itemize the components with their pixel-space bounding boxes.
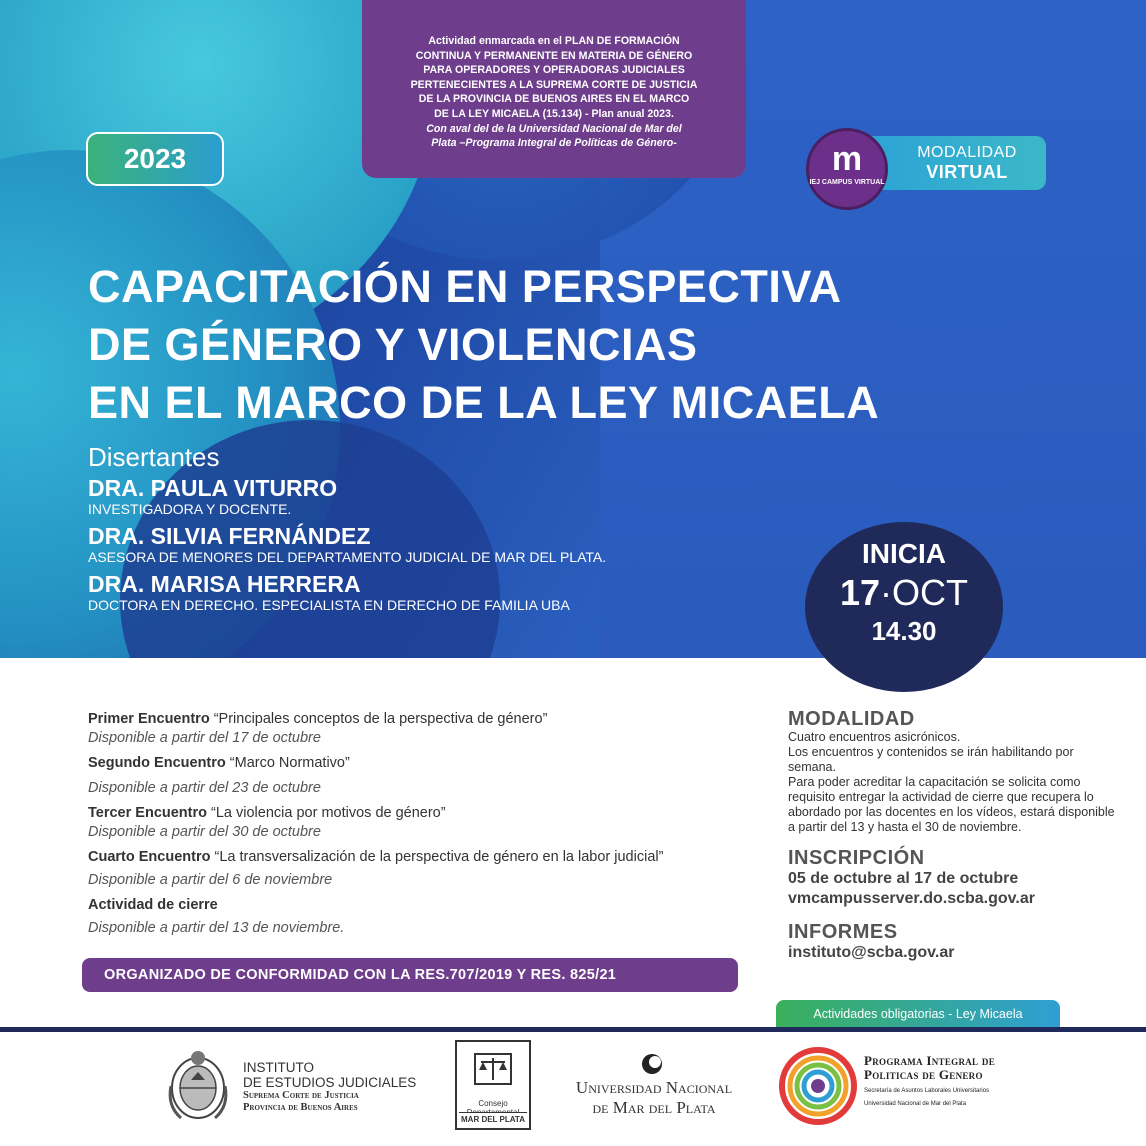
inscripcion-link[interactable]: vmcampusserver.do.scba.gov.ar [788,890,1035,907]
aval-line: DE LA PROVINCIA DE BUENOS AIRES EN EL MARCO [418,93,690,106]
unmdp-emblem-icon [640,1052,664,1076]
list-item [88,710,768,748]
page-title [88,258,1088,432]
start-day: 17 [839,572,881,613]
inscripcion-dates: 05 de octubre al 17 de octubre [788,870,1019,887]
session-title: Actividad de cierre [88,897,218,913]
unmdp-line: Universidad Nacional [575,1078,733,1097]
list-item [88,848,768,890]
session-availability: Disponible a partir del 17 de octubre [88,730,321,746]
list-item [88,754,768,798]
iej-line: INSTITUTO [243,1060,315,1075]
start-time: 14.30 [871,616,937,646]
aval-line: DE LA LEY MICAELA (15.134) - Plan anual 2023. [434,107,674,120]
unmdp-logo [568,1048,740,1118]
modality-badge-value: VIRTUAL [926,162,1008,182]
start-date-circle [805,522,1003,692]
modalidad-text: Los encuentros y contenidos se irán habilitando por semana. [788,745,1074,774]
pigp-line: Secretaría de Asuntos Laborales Universitarios [864,1088,990,1094]
mandatory-activities-tab: Actividades obligatorias - Ley Micaela [776,1000,1060,1028]
session-topic: “Principales conceptos de la perspectiva de género” [213,711,548,727]
session-title: Primer Encuentro [88,711,210,727]
informes-heading: INFORMES [788,921,898,943]
speakers-heading: Disertantes [88,442,220,472]
year-badge: 2023 [86,132,224,186]
speaker-role: INVESTIGADORA Y DOCENTE. [88,501,292,517]
pigp-line: Universidad Nacional de Mar del Plata [864,1101,967,1107]
speakers-section [88,442,606,619]
informes-email[interactable]: instituto@scba.gov.ar [788,944,955,961]
modalidad-text: Cuatro encuentros asicrónicos. [788,730,961,744]
session-availability: Disponible a partir del 13 de noviembre. [88,920,345,936]
start-separator: · [880,572,893,613]
aval-line: Actividad enmarcada en el PLAN DE FORMACIÓN [428,35,680,47]
campus-virtual-logo [806,128,888,210]
session-title: Cuarto Encuentro [88,849,211,865]
session-topic: “Marco Normativo” [229,755,350,771]
spacer [788,909,1118,921]
campus-logo-letter: m [831,140,863,178]
consejo-place: MAR DEL PLATA [459,1112,527,1126]
pigp-logo [778,1044,1008,1130]
iej-line: Provincia de Buenos Aires [243,1102,358,1113]
speaker-role: ASESORA DE MENORES DEL DEPARTAMENTO JUDICIAL DE MAR DEL PLATA. [88,549,607,565]
list-item [88,896,768,938]
spacer [788,835,1118,847]
session-availability: Disponible a partir del 23 de octubre [88,780,321,796]
session-availability: Disponible a partir del 6 de noviembre [88,872,333,888]
crest-icon [165,1046,231,1124]
pigp-text [864,1054,995,1108]
pigp-line: Programa Integral de [864,1053,996,1068]
inscripcion-heading: INSCRIPCIÓN [788,847,925,869]
iej-logo-text [243,1060,416,1114]
consejo-line: Consejo [478,1099,508,1108]
aval-italic-line: Plata –Programa Integral de Políticas de Género- [431,137,677,150]
speaker-role: DOCTORA EN DERECHO. ESPECIALISTA EN DERECHO DE FAMILIA UBA [88,597,570,613]
aval-line: PARA OPERADORES Y OPERADORAS JUDICIALES [423,64,685,77]
title-line: EN EL MARCO DE LA LEY MICAELA [88,377,880,428]
iej-logo [165,1046,445,1126]
start-date [805,572,1003,614]
speaker-name: DRA. PAULA VITURRO [88,475,338,501]
sessions-list [88,710,768,944]
scales-icon [471,1050,515,1088]
aval-line: CONTINUA Y PERMANENTE EN MATERIA DE GÉNERO [415,49,693,62]
title-line: CAPACITACIÓN EN PERSPECTIVA [88,261,842,312]
unmdp-line: de Mar del Plata [592,1098,716,1117]
info-column [788,708,1118,963]
session-topic: “La violencia por motivos de género” [211,805,446,821]
modalidad-text: Para poder acreditar la capacitación se solicita como requisito entregar la actividad de cierre que recupera lo abordado por las docentes en los vídeos, estará disponible a partir del 13 y hasta el 30 de noviembre. [788,775,1115,834]
start-month: OCT [892,572,969,613]
organized-notice: ORGANIZADO DE CONFORMIDAD CON LA RES.707/2019 Y RES. 825/21 [82,958,738,992]
pigp-line: Politicas de Genero [864,1067,983,1082]
speaker-name: DRA. SILVIA FERNÁNDEZ [88,523,371,549]
start-label: INICIA [862,538,946,569]
session-topic: “La transversalización de la perspectiva de género en la labor judicial” [214,849,664,865]
list-item [88,804,768,842]
pigp-emblem-icon [778,1046,858,1126]
footer-divider [0,1027,1146,1032]
title-line: DE GÉNERO Y VIOLENCIAS [88,319,698,370]
modality-badge-label: MODALIDAD [917,144,1017,161]
consejo-logo [455,1040,531,1130]
session-availability: Disponible a partir del 30 de octubre [88,824,321,840]
iej-line: DE ESTUDIOS JUDICIALES [243,1075,417,1090]
iej-line: Suprema Corte de Justicia [243,1090,359,1101]
modalidad-heading: MODALIDAD [788,708,915,730]
aval-line: PERTENECIENTES A LA SUPREMA CORTE DE JUSTICIA [410,78,698,91]
session-title: Segundo Encuentro [88,755,226,771]
campus-logo-caption: IEJ CAMPUS VIRTUAL [809,179,885,186]
session-title: Tercer Encuentro [88,805,207,821]
speaker-name: DRA. MARISA HERRERA [88,571,361,597]
aval-italic-line: Con aval del de la Universidad Nacional de Mar del [426,122,682,135]
aval-notice [362,0,746,178]
